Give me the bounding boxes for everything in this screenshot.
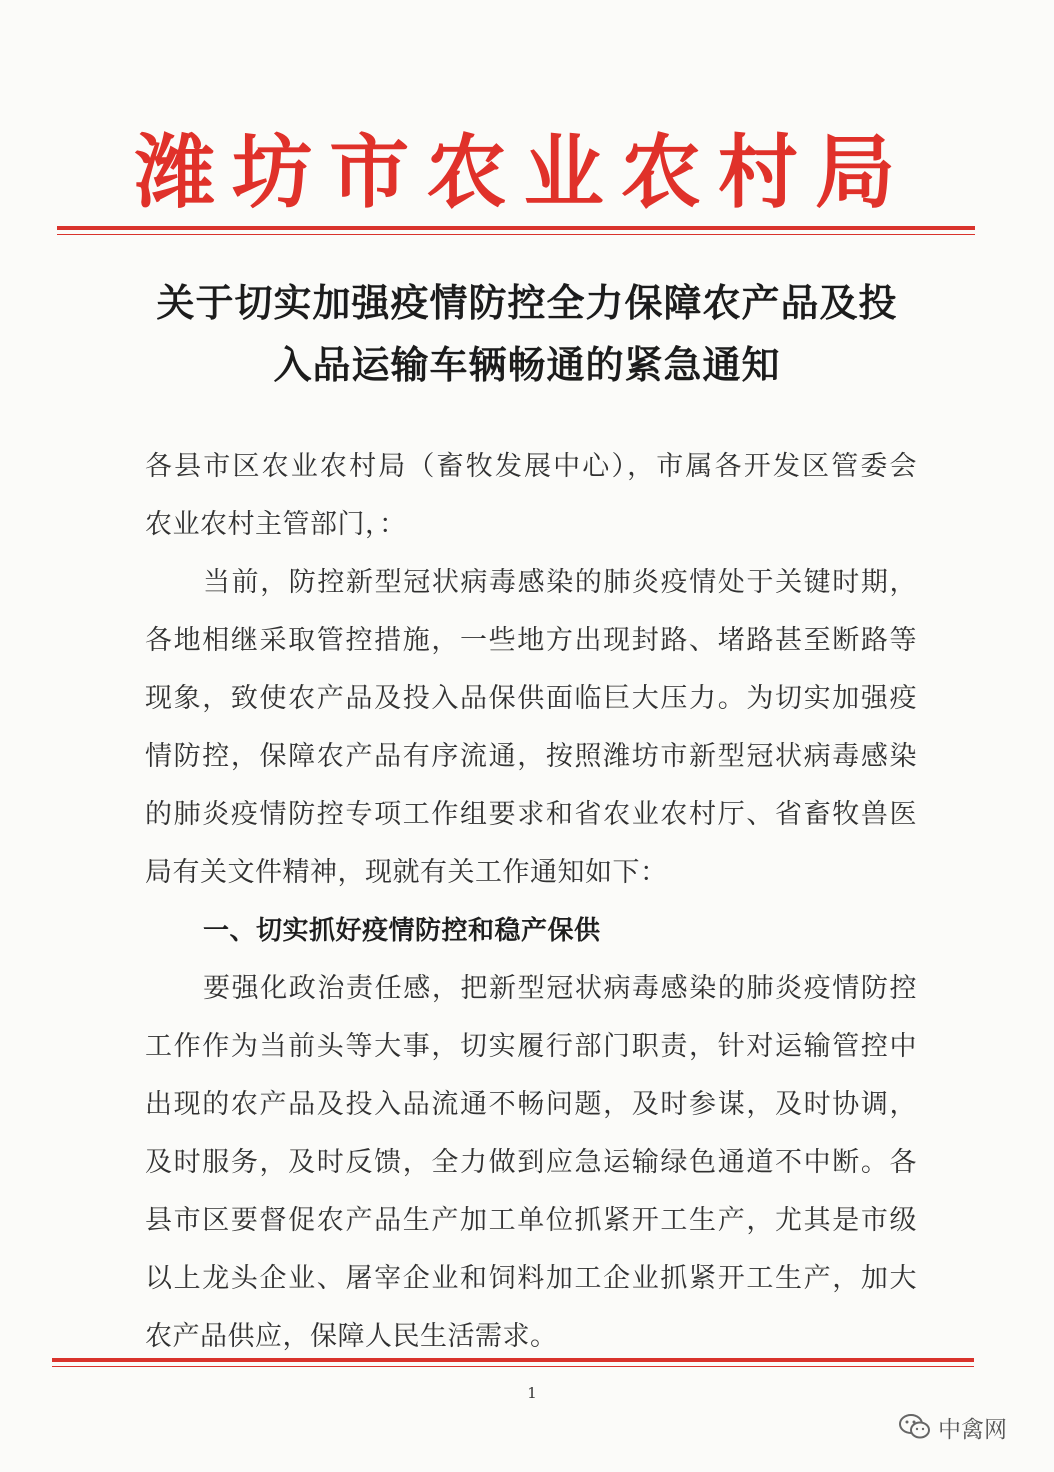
document-body bbox=[145, 438, 917, 1366]
footer-divider-thin bbox=[52, 1366, 974, 1367]
section-heading: 一、切实抓好疫情防控和稳产保供 bbox=[203, 916, 601, 946]
paragraph-line: 出现的农产品及投入品流通不畅问题，及时参谋，及时协调， bbox=[145, 1089, 917, 1120]
document-title bbox=[120, 272, 934, 396]
paragraph-line: 现象，致使农产品及投入品保供面临巨大压力。为切实加强疫 bbox=[145, 683, 917, 714]
title-line: 入品运输车辆畅通的紧急通知 bbox=[273, 342, 781, 387]
letterhead-char: 村 bbox=[717, 125, 798, 219]
footer-divider-thick bbox=[52, 1358, 974, 1362]
paragraph-line: 以上龙头企业、屠宰企业和饲料加工企业抓紧开工生产，加大 bbox=[145, 1263, 917, 1294]
addressee-line: 农业农村主管部门，： bbox=[145, 509, 407, 540]
paragraph-line: 的肺炎疫情防控专项工作组要求和省农业农村厅、省畜牧兽医 bbox=[145, 799, 917, 830]
paragraph-line: 要强化政治责任感，把新型冠状病毒感染的肺炎疫情防控 bbox=[203, 973, 917, 1004]
letterhead-char: 局 bbox=[814, 125, 895, 219]
letterhead-char: 市 bbox=[329, 125, 410, 219]
watermark-text: 中禽网 bbox=[938, 1416, 1007, 1443]
wechat-icon bbox=[898, 1412, 932, 1442]
paragraph-line: 情防控，保障农产品有序流通，按照潍坊市新型冠状病毒感染 bbox=[145, 741, 917, 772]
letterhead-org-name bbox=[135, 125, 895, 220]
watermark bbox=[898, 1410, 1007, 1444]
paragraph-line: 局有关文件精神，现就有关工作通知如下： bbox=[145, 857, 668, 888]
page-number: 1 bbox=[527, 1384, 537, 1402]
letterhead-char: 潍 bbox=[135, 125, 215, 219]
paragraph-line: 各地相继采取管控措施，一些地方出现封路、堵路甚至断路等 bbox=[145, 625, 917, 656]
letterhead-char: 农 bbox=[620, 125, 701, 219]
paragraph-line: 工作作为当前头等大事，切实履行部门职责，针对运输管控中 bbox=[145, 1031, 917, 1062]
letterhead-char: 业 bbox=[523, 125, 604, 219]
addressee-line: 各县市区农业农村局（畜牧发展中心），市属各开发区管委会 bbox=[145, 451, 917, 482]
letterhead-char: 坊 bbox=[232, 125, 313, 219]
paragraph-line: 农产品供应，保障人民生活需求。 bbox=[145, 1321, 558, 1352]
paragraph-line: 及时服务，及时反馈，全力做到应急运输绿色通道不中断。各 bbox=[145, 1147, 917, 1178]
paragraph-line: 当前，防控新型冠状病毒感染的肺炎疫情处于关键时期， bbox=[203, 567, 917, 598]
letterhead-divider-thin bbox=[57, 234, 975, 235]
letterhead-char: 农 bbox=[426, 125, 507, 219]
paragraph-line: 县市区要督促农产品生产加工单位抓紧开工生产，尤其是市级 bbox=[145, 1205, 917, 1236]
title-line: 关于切实加强疫情防控全力保障农产品及投 bbox=[156, 280, 898, 325]
letterhead-divider-thick bbox=[57, 226, 975, 230]
